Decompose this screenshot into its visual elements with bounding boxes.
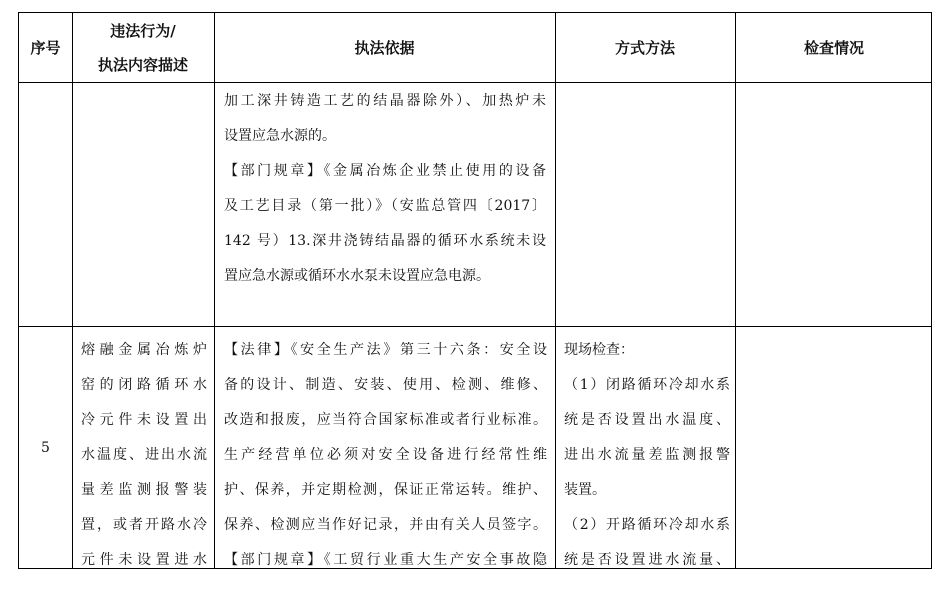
- basis-line: 生产经营单位必须对安全设备进行经常性维: [224, 447, 547, 463]
- basis-line: 置应急水源或循环水水泵未设置应急电源。: [224, 268, 490, 284]
- row-2-no: 5: [41, 440, 50, 456]
- basis-line: 备的设计、制造、安装、使用、检测、维修、: [224, 377, 547, 393]
- method-line: （2）开路循环冷却水系: [564, 517, 730, 533]
- column-divider: [735, 13, 736, 568]
- row-divider: [19, 82, 931, 83]
- row-1-basis: [224, 84, 546, 294]
- method-line: （1）闭路循环冷却水系: [564, 377, 730, 393]
- column-divider: [555, 13, 556, 568]
- basis-line: 保养、检测应当作好记录，并由有关人员签字。: [224, 517, 547, 533]
- row-2-behavior: [81, 333, 207, 578]
- basis-line: 【法律】《安全生产法》第三十六条：安全设: [224, 342, 547, 358]
- method-line: 统是否设置进水流量、: [564, 552, 730, 568]
- header-no: 序号: [30, 38, 61, 57]
- method-line: 现场检查：: [564, 342, 634, 358]
- basis-line: 及工艺目录（第一批）》（安监总管四〔2017〕: [224, 198, 546, 214]
- header-behavior-line1: 违法行为/: [110, 21, 176, 40]
- basis-line: 【部门规章】《工贸行业重大生产安全事故隐: [224, 552, 547, 568]
- behavior-line: 元件未设置进水: [81, 552, 207, 568]
- column-divider: [72, 13, 73, 568]
- method-line: 进出水流量差监测报警: [564, 447, 730, 463]
- column-divider: [214, 13, 215, 568]
- basis-line: 加工深井铸造工艺的结晶器除外）、加热炉未: [224, 93, 546, 109]
- basis-line: 护、保养，并定期检测，保证正常运转。维护、: [224, 482, 547, 498]
- row-2-method: [564, 333, 730, 578]
- header-result: 检查情况: [803, 38, 864, 57]
- row-2-basis: [224, 333, 547, 578]
- behavior-line: 冷元件未设置出: [81, 412, 207, 428]
- behavior-line: 水温度、进出水流: [81, 447, 207, 463]
- header-behavior-line2: 执法内容描述: [97, 55, 188, 74]
- basis-line: 设置应急水源的。: [224, 128, 336, 144]
- method-line: 装置。: [564, 482, 606, 498]
- basis-line: 改造和报废，应当符合国家标准或者行业标准。: [224, 412, 547, 428]
- behavior-line: 置，或者开路水冷: [81, 517, 207, 533]
- row-divider: [19, 326, 931, 327]
- basis-line: 【部门规章】《金属冶炼企业禁止使用的设备: [224, 163, 546, 179]
- enforcement-table: [18, 12, 932, 569]
- behavior-line: 窑的闭路循环水: [81, 377, 207, 393]
- header-behavior: [72, 13, 214, 82]
- header-basis: 执法依据: [354, 38, 415, 57]
- method-line: 统是否设置出水温度、: [564, 412, 730, 428]
- behavior-line: 熔融金属冶炼炉: [81, 342, 207, 358]
- behavior-line: 量差监测报警装: [81, 482, 207, 498]
- header-method: 方式方法: [614, 38, 675, 57]
- basis-line: 142 号）13.深井浇铸结晶器的循环水系统未设: [224, 233, 546, 249]
